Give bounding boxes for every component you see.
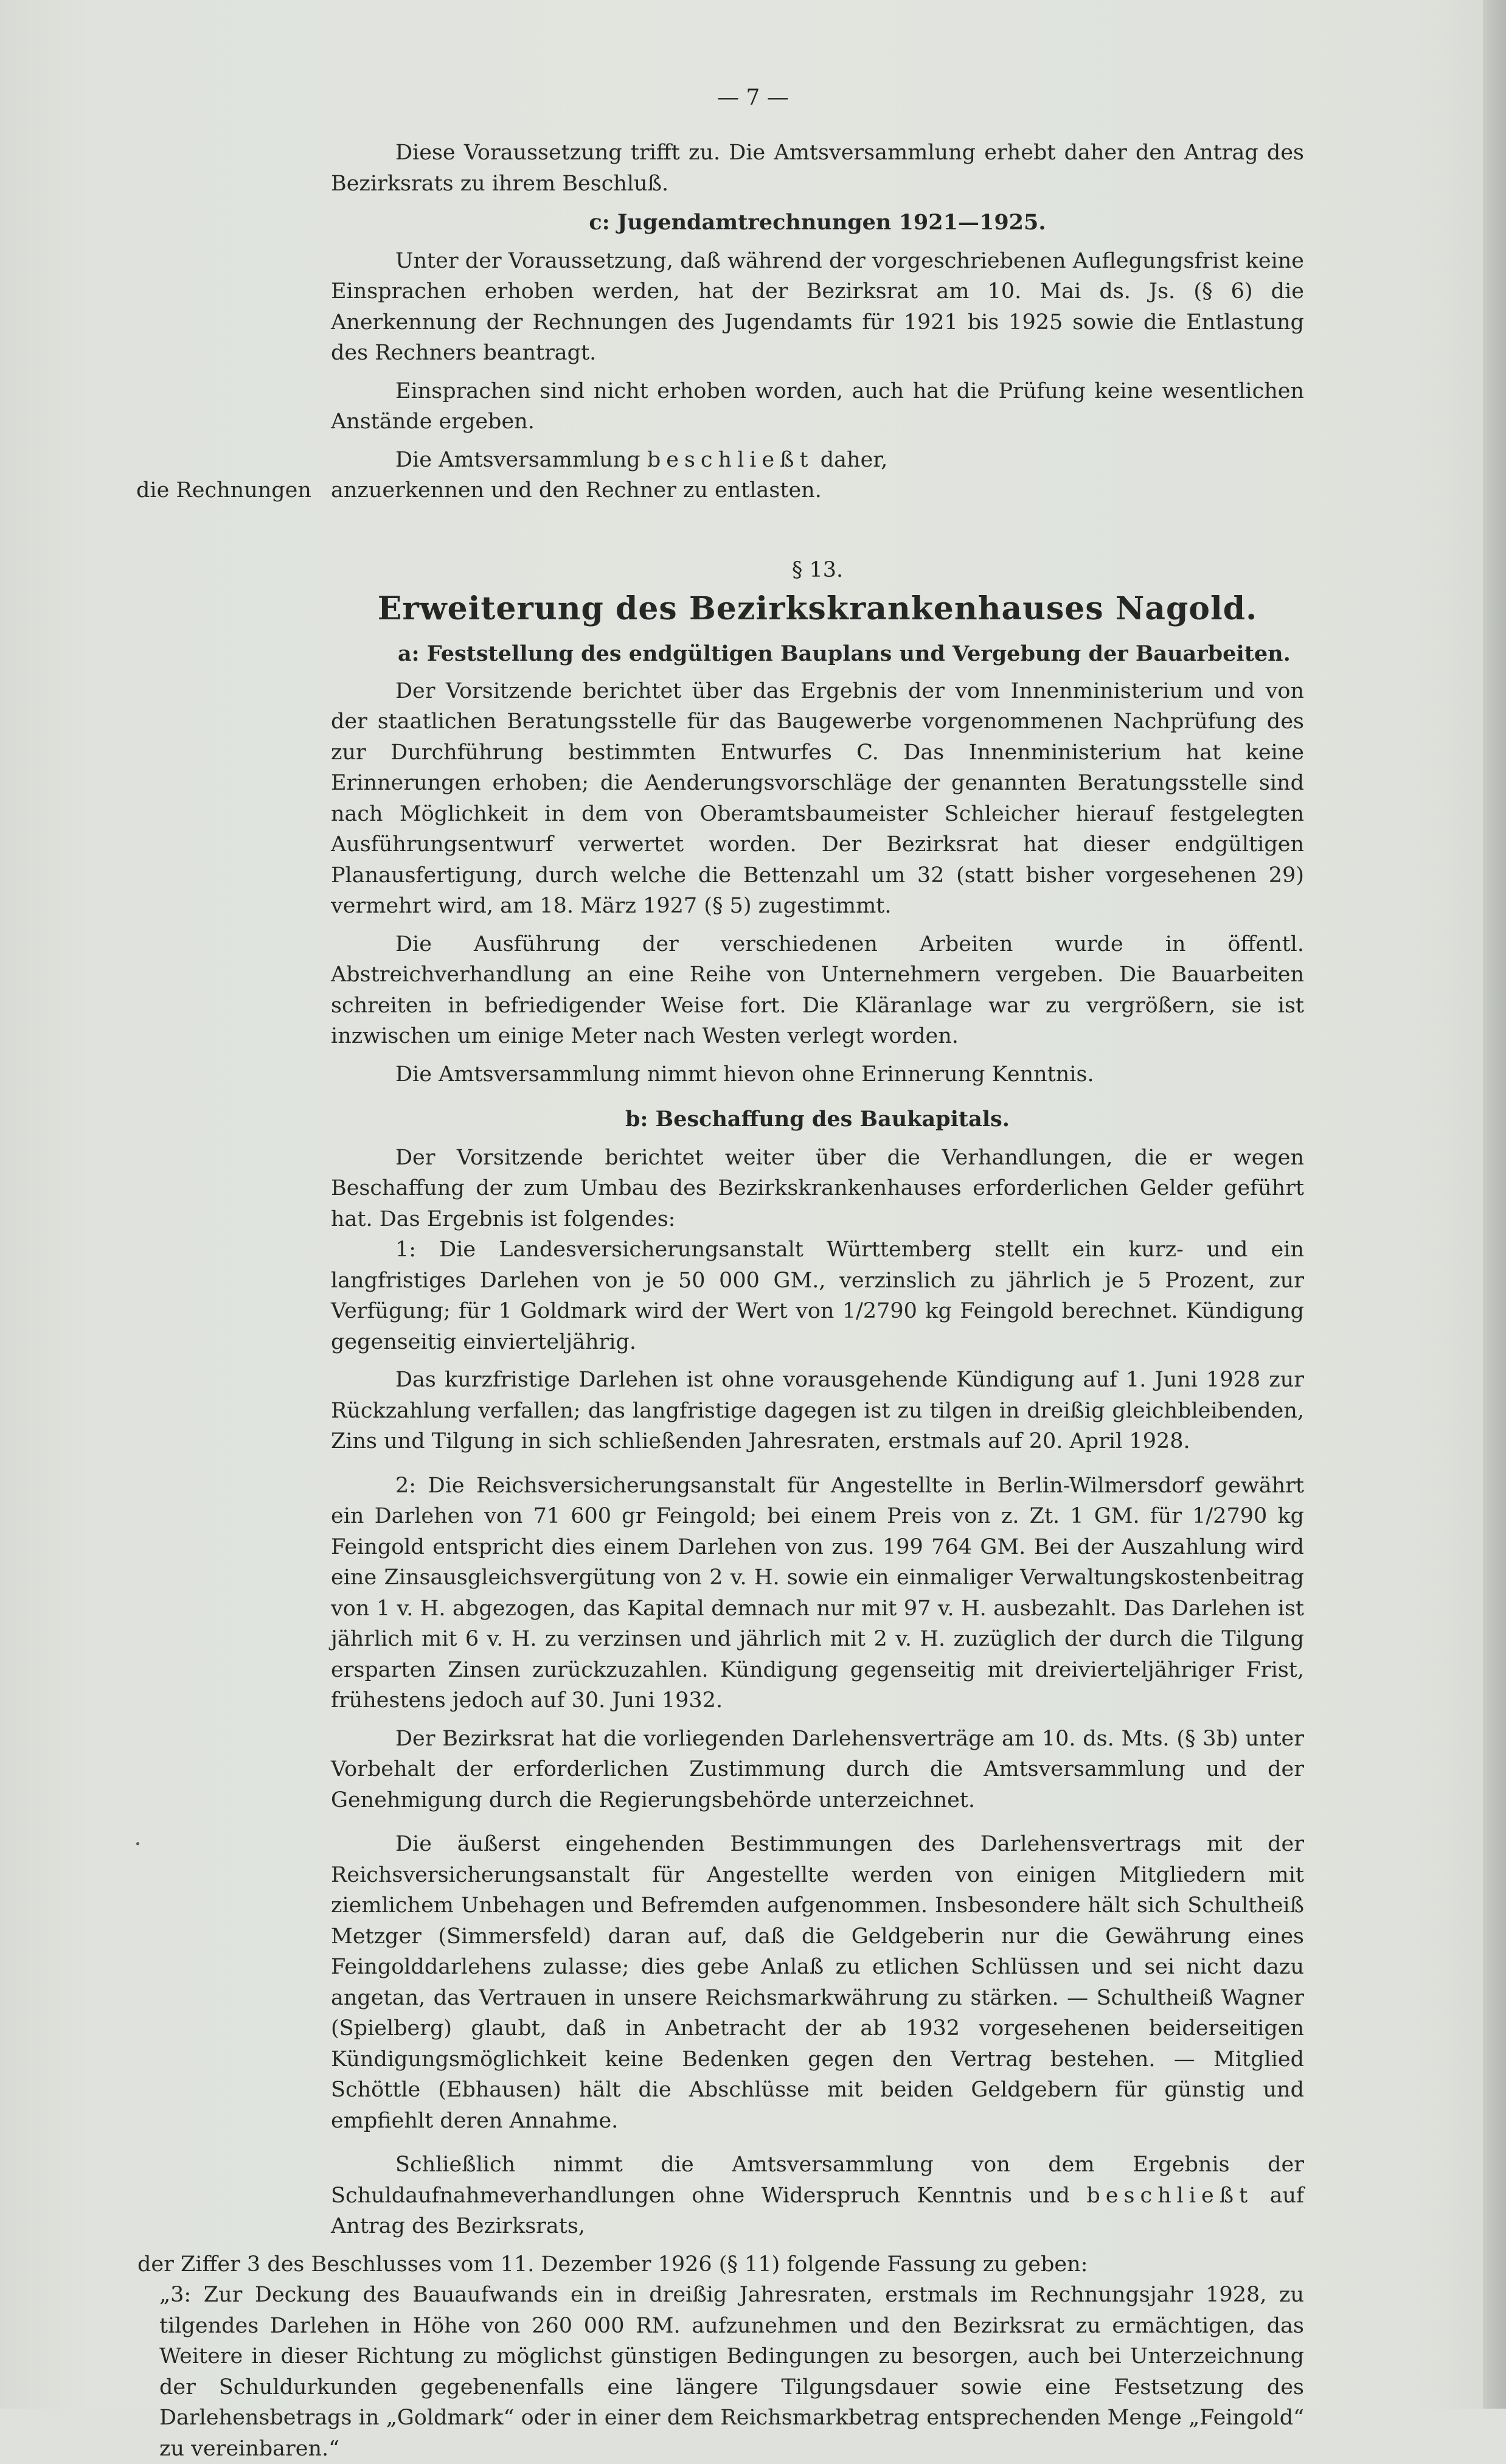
section-b-paragraph-8: der Ziffer 3 des Beschlusses vom 11. Dezember 1926 (§ 11) folgende Fassung zu geben: [137, 2252, 1088, 2277]
section-b-paragraph-6: Die äußerst eingehenden Bestimmungen des Darlehensvertrags mit der Reichsversicherungsanstalt für Angestellte werden von einigen Mitgliedern mit ziemlichem Unbehagen und Befremden aufgenommen. Insbesondere hält sich Schultheiß Metzger (Simmersfeld) daran auf, daß die Geldgeberin nur die Gewährung eines Feingolddarlehens zulasse; dies gebe Anlaß zu etlichen Schlüssen und sei nicht dazu angetan, das Vertrauen in unsere Reichsmarkwährung zu stärken. — Schultheiß Wagner (Spielberg) glaubt, daß in Anbetracht der ab 1932 vorgesehenen beiderseitigen Kündigungsmöglichkeit keine Bedenken gegen den Vertrag bestehen. — Mitglied Schöttle (Ebhausen) hält die Abschlüsse mit beiden Geldgebern für günstig und empfiehlt deren Annahme. [331, 1832, 1304, 2133]
intro-p4-text-a: Die Amtsversammlung [395, 447, 640, 472]
section-a-paragraph-2: Die Ausführung der verschiedenen Arbeiten wurde in öffentl. Abstreichverhandlung an eine Reihe von Unternehmern vergeben. Die Bauarbeiten schreiten in befriedigender Weise fort. Die Kläranlage war zu vergrößern, sie ist inzwischen um einige Meter nach Westen verlegt worden. [331, 931, 1304, 1048]
intro-p4-text-c: daher, [820, 447, 888, 472]
section-b-p7-text-a: Schließlich nimmt die Amtsversammlung von dem Ergebnis der Schuldaufnahmeverhandlungen ohne Widerspruch Kenntnis und [331, 2153, 1304, 2208]
section-b-paragraph-7 [331, 2149, 1304, 2242]
section-b-paragraph-4: 2: Die Reichsversicherungsanstalt für Angestellte in Berlin-Wilmersdorf gewährt ein Darlehen von 71 600 gr Feingold; bei einem Preis von z. Zt. 1 GM. für 1/2790 kg Feingold entspricht dies einem Darlehen von zus. 199 764 GM. Bei der Auszahlung wird eine Zinsausgleichsvergütung von 2 v. H. sowie ein einmaliger Verwaltungskostenbeitrag von 1 v. H. abgezogen, das Kapital demnach nur mit 97 v. H. ausbezahlt. Das Darlehen ist jährlich mit 6 v. H. zu verzinsen und jährlich mit 2 v. H. zuzüglich der durch die Tilgung ersparten Zinsen zurückzuzahlen. Kündigung gegenseitig mit dreivierteljähriger Frist, frühestens jedoch auf 30. Juni 1932. [331, 1473, 1304, 1713]
intro-paragraph-2: Unter der Voraussetzung, daß während der vorgeschriebenen Auflegungsfrist keine Einsprachen erhoben werden, hat der Bezirksrat am 10. Mai ds. Js. (§ 6) die Anerkennung der Rechnungen des Jugendamts für 1921 bis 1925 sowie die Entlastung des Rechners beantragt. [331, 248, 1304, 365]
intro-paragraph-4 [331, 445, 1304, 476]
section-b-quote: „3: Zur Deckung des Bauaufwands ein in dreißig Jahresraten, erstmals im Rechnungsjahr 1928, zu tilgendes Darlehen in Höhe von 260 000 RM. aufzunehmen und den Bezirksrat zu ermächtigen, das Weitere in dieser Richtung zu möglichst günstigen Bedingungen zu besorgen, auch bei Unterzeichnung der Schuldurkunden gegebenenfalls eine längere Tilgungsdauer sowie eine Festsetzung des Darlehensbetrags in „Goldmark“ oder in einer dem Reichsmarkbetrag entsprechenden Menge „Feingold“ zu vereinbaren.“ [159, 2283, 1304, 2461]
page-number: — 7 — [717, 85, 789, 110]
scan-speck [136, 1842, 139, 1845]
section-number: § 13. [791, 557, 844, 582]
section-a-paragraph-3: Die Amtsversammlung nimmt hievon ohne Erinnerung Kenntnis. [395, 1062, 1094, 1087]
section-b-paragraph-3: Das kurzfristige Darlehen ist ohne vorausgehende Kündigung auf 1. Juni 1928 zur Rückzahlung verfallen; das langfristige dagegen ist zu tilgen in dreißig gleichbleibenden, Zins und Tilgung in sich schließenden Jahresraten, erstmals auf 20. April 1928. [331, 1368, 1304, 1453]
scan-edge [1483, 0, 1506, 2409]
text-column [136, 137, 1304, 2464]
section-title: Erweiterung des Bezirkskrankenhauses Nagold. [377, 590, 1258, 627]
subheading-c: c: Jugendamtrechnungen 1921—1925. [589, 210, 1046, 235]
intro-p4-emphasis: beschließt [647, 447, 814, 472]
section-b-paragraph-1: Der Vorsitzende berichtet weiter über die Verhandlungen, die er wegen Beschaffung der zum Umbau des Bezirkskrankenhauses erforderlichen Gelder geführt hat. Das Ergebnis ist folgendes: [331, 1145, 1304, 1231]
section-b-paragraph-5: Der Bezirksrat hat die vorliegenden Darlehensverträge am 10. ds. Mts. (§ 3b) unter Vorbehalt der erforderlichen Zustimmung durch die Amtsversammlung und der Genehmigung durch die Regierungsbehörde unterzeichnet. [331, 1726, 1304, 1812]
section-b-p7-text-c: auf Antrag des Bezirksrats, [331, 2183, 1304, 2238]
section-b-p7-emphasis: beschließt [1086, 2183, 1254, 2208]
section-a-paragraph-1: Der Vorsitzende berichtet über das Ergebnis der vom Innenministerium und von der staatlichen Beratungsstelle für das Baugewerbe vorgenommenen Nachprüfung des zur Durchführung bestimmten Entwurfes C. Das Innenministerium hat keine Erinnerungen erhoben; die Aenderungsvorschläge der genannten Beratungsstelle sind nach Möglichkeit in dem von Oberamtsbaumeister Schleicher hierauf festgelegten Ausführungsentwurf verwertet worden. Der Bezirksrat hat dieser endgültigen Planausfertigung, durch welche die Bettenzahl um 32 (statt bisher vorgesehenen 29) vermehrt wird, am 18. März 1927 (§ 5) zugestimmt. [331, 678, 1304, 918]
intro-paragraph-1: Diese Voraussetzung trifft zu. Die Amtsversammlung erhebt daher den Antrag des Bezirksrats zu ihrem Beschluß. [331, 141, 1304, 196]
margin-note: die Rechnungen [136, 478, 311, 503]
intro-p4-text-d: anzuerkennen und den Rechner zu entlasten. [331, 478, 822, 503]
subheading-a: a: Feststellung des endgültigen Bauplans und Vergebung der Bauarbeiten. [398, 641, 1291, 666]
subheading-b: b: Beschaffung des Baukapitals. [625, 1107, 1010, 1132]
intro-paragraph-4-cont [136, 475, 1304, 506]
intro-paragraph-3: Einsprachen sind nicht erhoben worden, auch hat die Prüfung keine wesentlichen Anstände ergeben. [331, 378, 1304, 434]
section-b-paragraph-2: 1: Die Landesversicherungsanstalt Württemberg stellt ein kurz- und ein langfristiges Darlehen von je 50 000 GM., verzinslich zu jährlich je 5 Prozent, zur Verfügung; für 1 Goldmark wird der Wert von 1/2790 kg Feingold berechnet. Kündigung gegenseitig einvierteljährig. [331, 1237, 1304, 1354]
